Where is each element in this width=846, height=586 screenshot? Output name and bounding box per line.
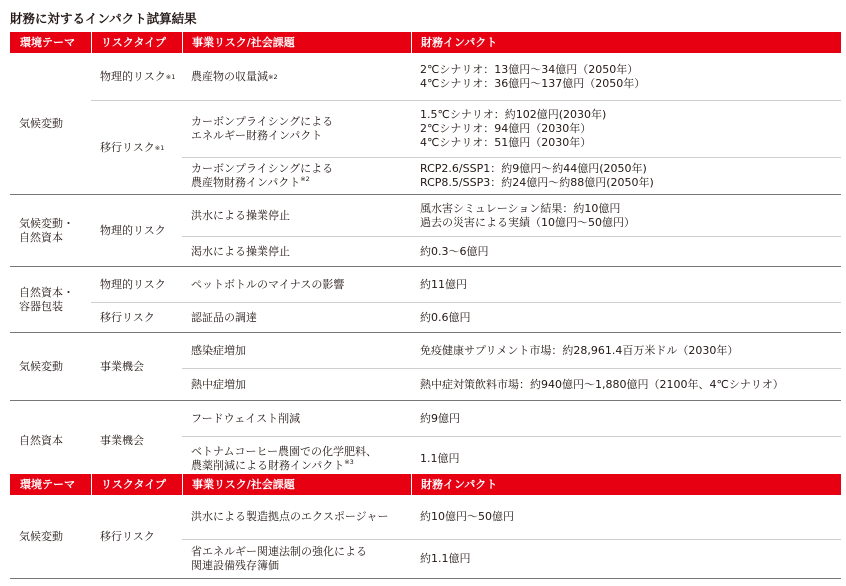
impact-table-2	[10, 474, 841, 579]
impact-cell: 1.5℃シナリオ：約102億円(2030年) 2℃シナリオ：94億円（2030年） 4℃シナリオ：51億円（2030年）	[411, 101, 841, 158]
impact-cell: 1.1億円	[411, 437, 841, 481]
risk-cell: 省エネルギー関連法制の強化による 関連設備残存簿価	[182, 540, 411, 579]
header-business-risk: 事業リスク/社会課題	[182, 474, 411, 495]
risk-cell: ペットボトルのマイナスの影響	[182, 267, 411, 303]
impact-cell: 熱中症対策飲料市場：約940億円～1,880億円（2100年、4℃シナリオ）	[411, 369, 841, 401]
risk-cell: 渇水による操業停止	[182, 237, 411, 267]
risk-cell: 認証品の調達	[182, 303, 411, 333]
impact-cell: 2℃シナリオ：13億円～34億円（2050年） 4℃シナリオ：36億円～137億円（2050年）	[411, 53, 841, 101]
theme-cell: 自然資本・ 容器包装	[10, 267, 91, 333]
risk-type-cell: 物理的リスク	[91, 195, 182, 267]
theme-cell: 気候変動	[10, 495, 91, 579]
impact-table	[10, 32, 841, 481]
theme-cell: 気候変動	[10, 333, 91, 401]
impact-cell: RCP2.6/SSP1：約9億円～約44億円(2050年) RCP8.5/SSP3：約24億円～約88億円(2050年)	[411, 158, 841, 195]
header-business-risk: 事業リスク/社会課題	[182, 32, 411, 53]
risk-type-cell: 事業機会	[91, 401, 182, 481]
impact-cell: 約0.6億円	[411, 303, 841, 333]
impact-cell: 約0.3～6億円	[411, 237, 841, 267]
risk-type-cell: 移行リスク	[91, 303, 182, 333]
risk-type-cell: 事業機会	[91, 333, 182, 401]
risk-cell: フードウェイスト削減	[182, 401, 411, 437]
impact-cell: 風水害シミュレーション結果：約10億円 過去の災害による実績（10億円～50億円）	[411, 195, 841, 237]
risk-cell: ベトナムコーヒー農園での化学肥料、 農薬削減による財務インパクト$^{※3}$	[182, 437, 411, 481]
header-financial-impact: 財務インパクト	[411, 474, 841, 495]
header-theme: 環境テーマ	[10, 32, 91, 53]
impact-cell: 免疫健康サプリメント市場：約28,961.4百万米ドル（2030年）	[411, 333, 841, 369]
risk-cell: 洪水による製造拠点のエクスポージャー	[182, 495, 411, 540]
risk-type-cell: 移行リスク ※1	[91, 101, 182, 195]
header-risk-type: リスクタイプ	[91, 474, 182, 495]
risk-type-cell: 物理的リスク	[91, 267, 182, 303]
impact-cell: 約11億円	[411, 267, 841, 303]
impact-cell: 約9億円	[411, 401, 841, 437]
risk-type-cell: 物理的リスク ※1	[91, 53, 182, 101]
header-risk-type: リスクタイプ	[91, 32, 182, 53]
impact-cell: 約1.1億円	[411, 540, 841, 579]
impact-cell: 約10億円～50億円	[411, 495, 841, 540]
risk-cell: 農産物の収量減 ※2	[182, 53, 411, 101]
theme-cell: 自然資本	[10, 401, 91, 481]
risk-cell: 熱中症増加	[182, 369, 411, 401]
risk-cell: 感染症増加	[182, 333, 411, 369]
header-theme: 環境テーマ	[10, 474, 91, 495]
risk-type-cell: 移行リスク	[91, 495, 182, 579]
header-financial-impact: 財務インパクト	[411, 32, 841, 53]
theme-cell: 気候変動	[10, 53, 91, 195]
risk-cell: カーボンプライシングによる エネルギー財務インパクト	[182, 101, 411, 158]
theme-cell: 気候変動・ 自然資本	[10, 195, 91, 267]
risk-cell: カーボンプライシングによる 農産物財務インパクト$^{※2}$	[182, 158, 411, 195]
page-title: 財務に対するインパクト試算結果	[10, 11, 197, 26]
risk-cell: 洪水による操業停止	[182, 195, 411, 237]
